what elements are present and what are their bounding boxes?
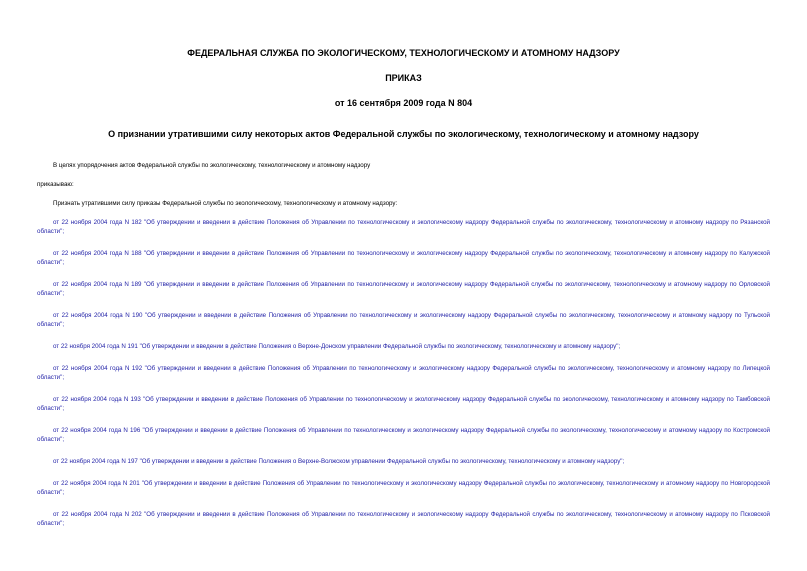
repealed-act-link[interactable]: от 22 ноября 2004 года N 202 "Об утверждении и введении в действие Положения об Управлении по технологическому и экологическому надзору Федеральной службы по экологическому, технологическому и атомному надзору по Псковской области"; bbox=[37, 510, 770, 527]
repealed-act-link[interactable]: от 22 ноября 2004 года N 201 "Об утверждении и введении в действие Положения об Управлении по технологическому и экологическому надзору Федеральной службы по экологическому, технологическому и атомному надзору по Новгородской области"; bbox=[37, 479, 770, 496]
decree-paragraph: приказываю: bbox=[37, 181, 74, 188]
repealed-act-link[interactable]: от 22 ноября 2004 года N 182 "Об утверждении и введении в действие Положения об Управлении по технологическому и экологическому надзору Федеральной службы по экологическому, технологическому и атомному надзору по Рязанской области"; bbox=[37, 219, 770, 236]
repealed-act-link[interactable]: от 22 ноября 2004 года N 190 "Об утверждении и введении в действие Положения об Управлении по технологическому и экологическому надзору Федеральной службы по экологическому, технологическому и атомному надзору по Тульской области"; bbox=[37, 312, 770, 329]
repealed-act-link[interactable]: от 22 ноября 2004 года N 188 "Об утверждении и введении в действие Положения об Управлении по технологическому и экологическому надзору Федеральной службы по экологическому, технологическому и атомному надзору по Калужской области"; bbox=[37, 250, 770, 267]
repealed-act-link[interactable]: от 22 ноября 2004 года N 196 "Об утверждении и введении в действие Положения об Управлении по технологическому и экологическому надзору Федеральной службы по экологическому, технологическому и атомному надзору по Костромской области"; bbox=[37, 426, 770, 443]
repealed-act-link[interactable]: от 22 ноября 2004 года N 193 "Об утверждении и введении в действие Положения об Управлении по технологическому и экологическому надзору Федеральной службы по экологическому, технологическому и атомному надзору по Тамбовской области"; bbox=[37, 395, 770, 412]
document-type: ПРИКАЗ bbox=[385, 73, 422, 83]
agency-name: ФЕДЕРАЛЬНАЯ СЛУЖБА ПО ЭКОЛОГИЧЕСКОМУ, ТЕХНОЛОГИЧЕСКОМУ И АТОМНОМУ НАДЗОРУ bbox=[187, 48, 620, 58]
repealed-act-link[interactable]: от 22 ноября 2004 года N 197 "Об утверждении и введении в действие Положения о Верхне-Волжском управлении Федеральной службы по экологическому, технологическому и атомному надзору"; bbox=[53, 457, 625, 465]
document-date-number: от 16 сентября 2009 года N 804 bbox=[334, 98, 473, 108]
repealed-act-link[interactable]: от 22 ноября 2004 года N 189 "Об утверждении и введении в действие Положения об Управлении по технологическому и экологическому надзору Федеральной службы по экологическому, технологическому и атомному надзору по Орловской области"; bbox=[37, 281, 770, 298]
repealed-acts-list bbox=[37, 218, 770, 528]
recognize-paragraph: Признать утратившими силу приказы Федеральной службы по экологическому, технологическому и атомному надзору: bbox=[53, 200, 398, 207]
intro-paragraph: В целях упорядочения актов Федеральной службы по экологическому, технологическому и атомному надзору bbox=[53, 162, 371, 169]
repealed-act-link[interactable]: от 22 ноября 2004 года N 192 "Об утверждении и введении в действие Положения об Управлении по технологическому и экологическому надзору Федеральной службы по экологическому, технологическому и атомному надзору по Липецкой области"; bbox=[37, 364, 770, 381]
document-title: О признании утратившими силу некоторых актов Федеральной службы по экологическому, технологическому и атомному надзору bbox=[108, 129, 699, 139]
repealed-act-link[interactable]: от 22 ноября 2004 года N 191 "Об утверждении и введении в действие Положения о Верхне-Донском управлении Федеральной службы по экологическому, технологическому и атомному надзору"; bbox=[53, 343, 621, 350]
